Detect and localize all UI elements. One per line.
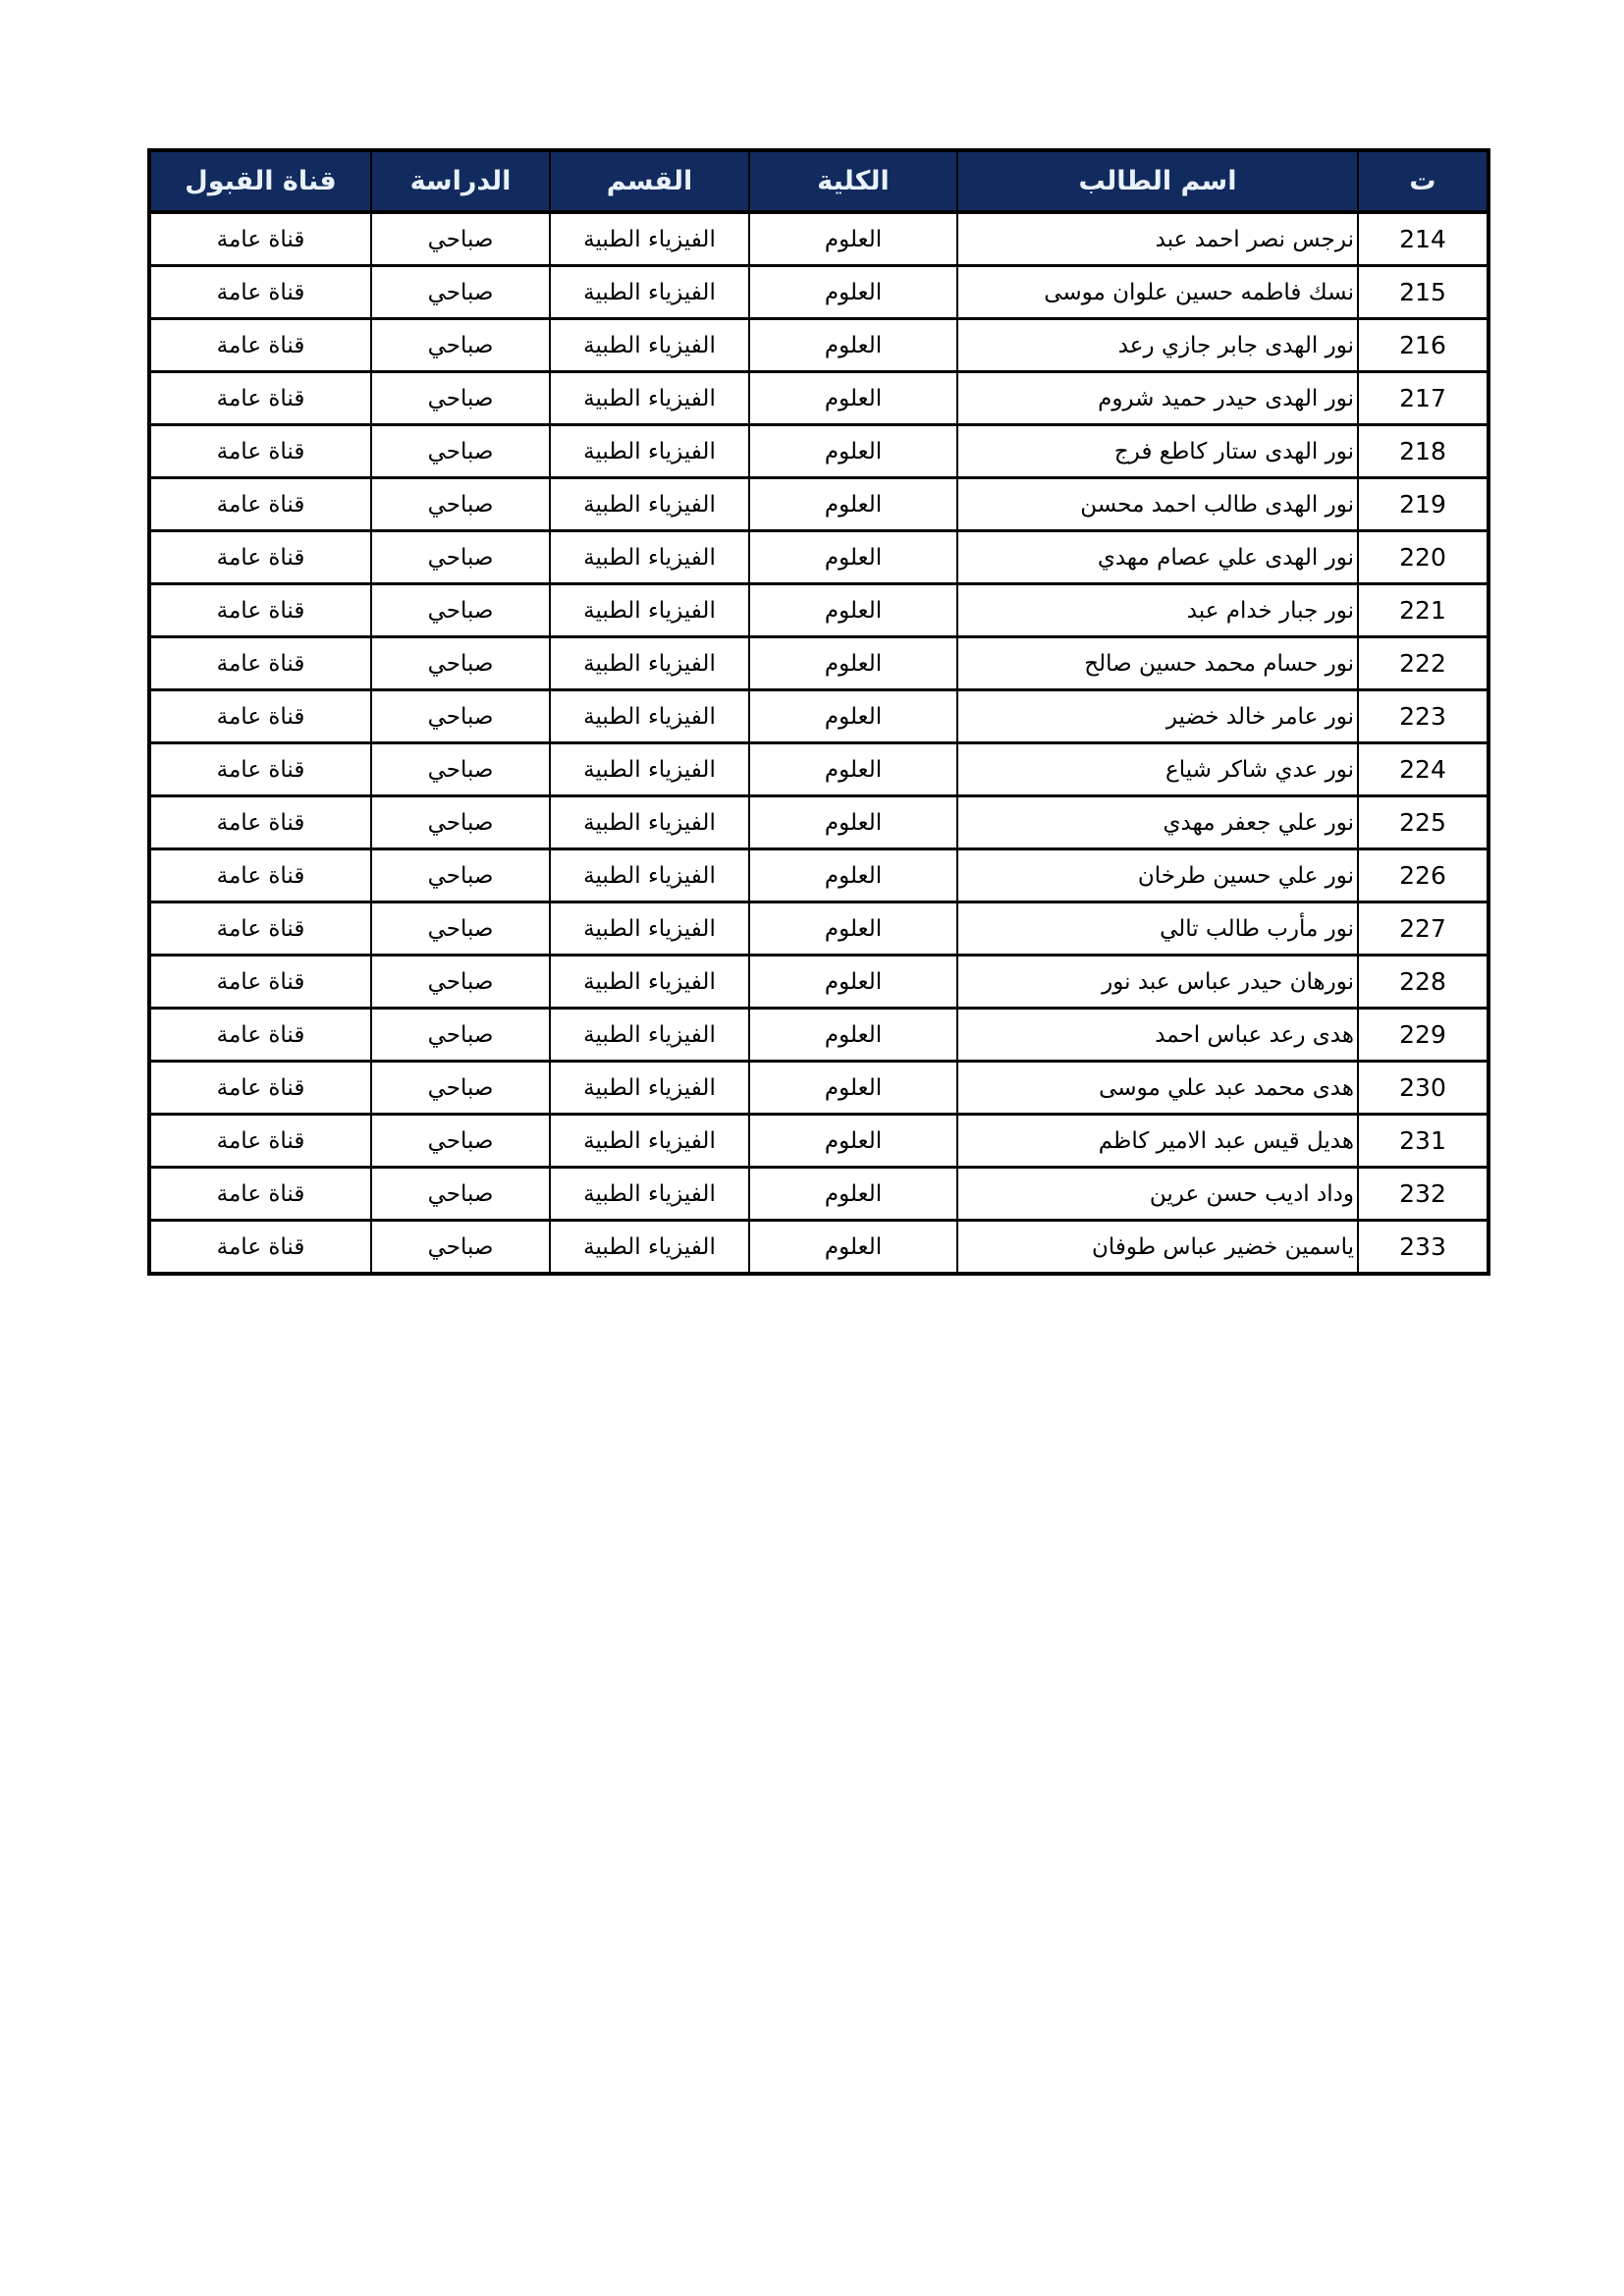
cell-study: صباحي (371, 1062, 550, 1115)
cell-name: نور الهدى علي عصام مهدي (957, 531, 1358, 584)
cell-name: وداد اديب حسن عرين (957, 1168, 1358, 1221)
cell-college: العلوم (749, 956, 957, 1009)
cell-no: 232 (1358, 1168, 1489, 1221)
table-row (149, 212, 1489, 266)
cell-study: صباحي (371, 212, 550, 266)
header-row (149, 150, 1489, 212)
cell-channel: قناة عامة (149, 956, 371, 1009)
cell-name: نور عدي شاكر شياع (957, 743, 1358, 796)
cell-channel: قناة عامة (149, 849, 371, 902)
cell-name: ياسمين خضير عباس طوفان (957, 1221, 1358, 1275)
cell-name: نرجس نصر احمد عبد (957, 212, 1358, 266)
table-row (149, 796, 1489, 849)
cell-dept: الفيزياء الطبية (550, 1062, 749, 1115)
cell-channel: قناة عامة (149, 531, 371, 584)
table-row (149, 1062, 1489, 1115)
cell-college: العلوم (749, 372, 957, 425)
cell-study: صباحي (371, 637, 550, 690)
cell-dept: الفيزياء الطبية (550, 902, 749, 956)
table-row (149, 637, 1489, 690)
cell-name: نور الهدى حيدر حميد شروم (957, 372, 1358, 425)
cell-dept: الفيزياء الطبية (550, 266, 749, 319)
cell-college: العلوم (749, 1062, 957, 1115)
cell-study: صباحي (371, 319, 550, 372)
cell-channel: قناة عامة (149, 584, 371, 637)
cell-college: العلوم (749, 743, 957, 796)
table-row (149, 319, 1489, 372)
cell-channel: قناة عامة (149, 1009, 371, 1062)
cell-channel: قناة عامة (149, 478, 371, 531)
cell-no: 222 (1358, 637, 1489, 690)
table-row (149, 1115, 1489, 1168)
cell-no: 218 (1358, 425, 1489, 478)
table-row (149, 531, 1489, 584)
table-row (149, 372, 1489, 425)
cell-no: 219 (1358, 478, 1489, 531)
cell-channel: قناة عامة (149, 637, 371, 690)
cell-name: نور علي حسين طرخان (957, 849, 1358, 902)
cell-channel: قناة عامة (149, 743, 371, 796)
cell-college: العلوم (749, 849, 957, 902)
cell-dept: الفيزياء الطبية (550, 1009, 749, 1062)
cell-no: 226 (1358, 849, 1489, 902)
cell-no: 231 (1358, 1115, 1489, 1168)
table-row (149, 1221, 1489, 1275)
cell-study: صباحي (371, 902, 550, 956)
cell-study: صباحي (371, 956, 550, 1009)
cell-dept: الفيزياء الطبية (550, 478, 749, 531)
table-row (149, 478, 1489, 531)
col-header-admission-channel: قناة القبول (149, 150, 371, 212)
cell-no: 216 (1358, 319, 1489, 372)
cell-study: صباحي (371, 796, 550, 849)
cell-no: 224 (1358, 743, 1489, 796)
table-row (149, 425, 1489, 478)
cell-dept: الفيزياء الطبية (550, 372, 749, 425)
cell-no: 221 (1358, 584, 1489, 637)
cell-channel: قناة عامة (149, 372, 371, 425)
cell-college: العلوم (749, 1168, 957, 1221)
cell-name: نور حسام محمد حسين صالح (957, 637, 1358, 690)
cell-study: صباحي (371, 1221, 550, 1275)
cell-name: نسك فاطمه حسين علوان موسى (957, 266, 1358, 319)
cell-no: 217 (1358, 372, 1489, 425)
cell-channel: قناة عامة (149, 902, 371, 956)
cell-name: نور مأرب طالب تالي (957, 902, 1358, 956)
cell-study: صباحي (371, 478, 550, 531)
cell-name: نور جبار خدام عبد (957, 584, 1358, 637)
table-row (149, 584, 1489, 637)
cell-channel: قناة عامة (149, 1168, 371, 1221)
table-row (149, 902, 1489, 956)
cell-channel: قناة عامة (149, 796, 371, 849)
cell-name: نورهان حيدر عباس عبد نور (957, 956, 1358, 1009)
cell-name: هدى رعد عباس احمد (957, 1009, 1358, 1062)
cell-name: نور الهدى جابر جازي رعد (957, 319, 1358, 372)
cell-no: 214 (1358, 212, 1489, 266)
cell-college: العلوم (749, 425, 957, 478)
cell-college: العلوم (749, 266, 957, 319)
cell-study: صباحي (371, 425, 550, 478)
cell-college: العلوم (749, 1115, 957, 1168)
cell-name: نور الهدى طالب احمد محسن (957, 478, 1358, 531)
table-row (149, 849, 1489, 902)
cell-college: العلوم (749, 637, 957, 690)
col-header-college: الكلية (749, 150, 957, 212)
cell-college: العلوم (749, 796, 957, 849)
cell-no: 229 (1358, 1009, 1489, 1062)
cell-study: صباحي (371, 1009, 550, 1062)
cell-no: 215 (1358, 266, 1489, 319)
cell-study: صباحي (371, 1115, 550, 1168)
cell-dept: الفيزياء الطبية (550, 1221, 749, 1275)
cell-channel: قناة عامة (149, 319, 371, 372)
cell-channel: قناة عامة (149, 1115, 371, 1168)
cell-dept: الفيزياء الطبية (550, 690, 749, 743)
table-row (149, 1168, 1489, 1221)
students-table (147, 148, 1490, 1276)
cell-college: العلوم (749, 584, 957, 637)
cell-study: صباحي (371, 584, 550, 637)
table-body (149, 212, 1489, 1274)
cell-no: 223 (1358, 690, 1489, 743)
cell-dept: الفيزياء الطبية (550, 796, 749, 849)
cell-dept: الفيزياء الطبية (550, 531, 749, 584)
cell-channel: قناة عامة (149, 266, 371, 319)
cell-dept: الفيزياء الطبية (550, 743, 749, 796)
cell-college: العلوم (749, 212, 957, 266)
cell-channel: قناة عامة (149, 1221, 371, 1275)
cell-dept: الفيزياء الطبية (550, 1168, 749, 1221)
table-row (149, 690, 1489, 743)
cell-channel: قناة عامة (149, 425, 371, 478)
cell-college: العلوم (749, 690, 957, 743)
cell-college: العلوم (749, 1009, 957, 1062)
cell-college: العلوم (749, 478, 957, 531)
cell-college: العلوم (749, 902, 957, 956)
cell-channel: قناة عامة (149, 212, 371, 266)
cell-name: هديل قيس عبد الامير كاظم (957, 1115, 1358, 1168)
cell-dept: الفيزياء الطبية (550, 584, 749, 637)
col-header-department: القسم (550, 150, 749, 212)
col-header-student-name: اسم الطالب (957, 150, 1358, 212)
cell-name: هدى محمد عبد علي موسى (957, 1062, 1358, 1115)
col-header-number: ت (1358, 150, 1489, 212)
cell-dept: الفيزياء الطبية (550, 319, 749, 372)
cell-dept: الفيزياء الطبية (550, 212, 749, 266)
cell-dept: الفيزياء الطبية (550, 849, 749, 902)
cell-college: العلوم (749, 531, 957, 584)
cell-name: نور عامر خالد خضير (957, 690, 1358, 743)
cell-no: 230 (1358, 1062, 1489, 1115)
cell-dept: الفيزياء الطبية (550, 956, 749, 1009)
cell-college: العلوم (749, 319, 957, 372)
cell-study: صباحي (371, 266, 550, 319)
table-row (149, 266, 1489, 319)
cell-dept: الفيزياء الطبية (550, 1115, 749, 1168)
cell-dept: الفيزياء الطبية (550, 425, 749, 478)
cell-study: صباحي (371, 690, 550, 743)
cell-channel: قناة عامة (149, 1062, 371, 1115)
cell-dept: الفيزياء الطبية (550, 637, 749, 690)
cell-no: 233 (1358, 1221, 1489, 1275)
cell-no: 227 (1358, 902, 1489, 956)
cell-no: 225 (1358, 796, 1489, 849)
cell-no: 228 (1358, 956, 1489, 1009)
cell-study: صباحي (371, 849, 550, 902)
cell-no: 220 (1358, 531, 1489, 584)
cell-study: صباحي (371, 743, 550, 796)
cell-college: العلوم (749, 1221, 957, 1275)
table-row (149, 956, 1489, 1009)
cell-study: صباحي (371, 531, 550, 584)
cell-name: نور علي جعفر مهدي (957, 796, 1358, 849)
cell-channel: قناة عامة (149, 690, 371, 743)
cell-study: صباحي (371, 372, 550, 425)
table-row (149, 1009, 1489, 1062)
col-header-study-type: الدراسة (371, 150, 550, 212)
table-row (149, 743, 1489, 796)
cell-name: نور الهدى ستار كاطع فرج (957, 425, 1358, 478)
cell-study: صباحي (371, 1168, 550, 1221)
